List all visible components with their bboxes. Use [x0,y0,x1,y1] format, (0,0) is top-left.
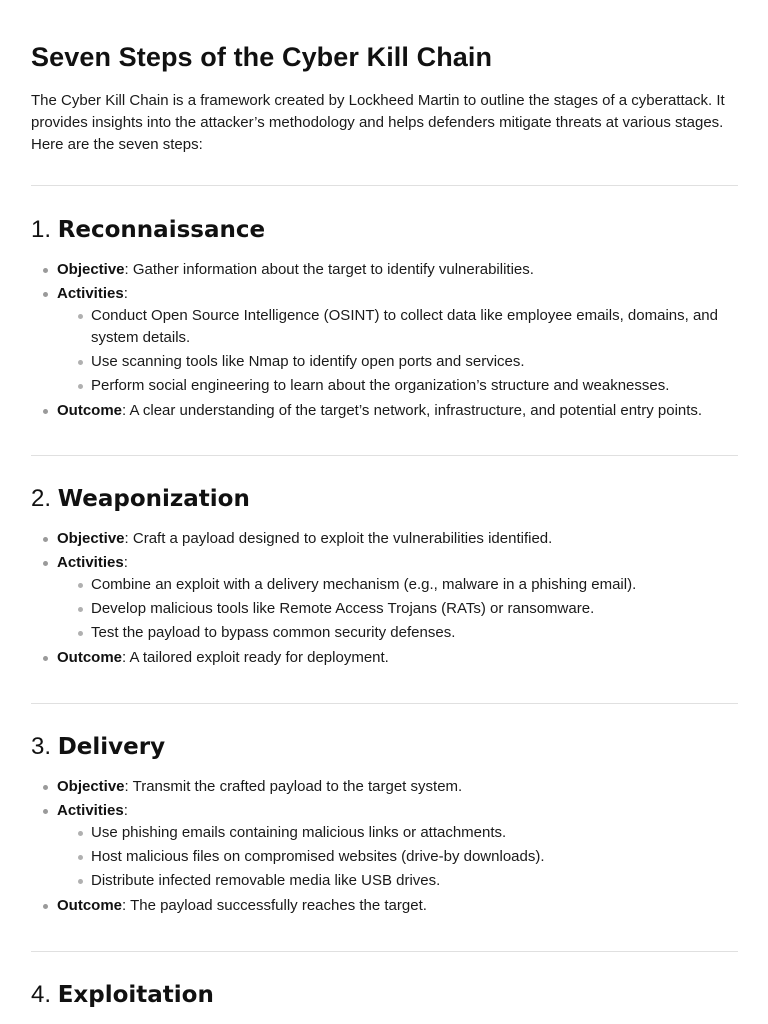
activities-label: Activities [57,801,124,819]
activities-label: Activities [57,284,124,302]
outcome-label: Outcome [57,402,123,419]
activity-item: Test the payload to bypass common security defenses. [57,622,743,644]
activities-list [57,822,743,892]
objective-label: Objective [57,530,125,547]
section-divider [31,951,738,952]
section-list [31,775,743,918]
activity-item: Use phishing emails containing malicious links or attachments. [57,822,743,844]
section-delivery [31,732,743,918]
activities-label: Activities [57,553,124,571]
section-name: Exploitation [57,982,214,1008]
outcome-item [31,399,743,423]
activities-item [31,799,743,893]
objective-text: : Transmit the crafted payload to the target system. [124,778,463,795]
objective-text: : Gather information about the target to identify vulnerabilities. [124,261,534,278]
activities-list [57,574,743,644]
section-heading [31,980,743,1010]
objective-label: Objective [57,778,125,795]
section-heading [31,732,743,762]
section-divider [31,703,738,704]
section-list [31,527,743,670]
page-title: Seven Steps of the Cyber Kill Chain [31,42,493,72]
activities-colon: : [123,553,128,571]
section-name: Delivery [57,734,166,760]
section-number: 4. [31,981,52,1008]
activity-item: Host malicious files on compromised websites (drive-by downloads). [57,846,743,868]
section-name: Reconnaissance [57,217,266,243]
intro-paragraph: The Cyber Kill Chain is a framework created by Lockheed Martin to outline the stages of a cyberattack. It provides insights into the attacker’s methodology and helps defenders mitigate threats at various stages. Here are the seven steps: [31,92,725,153]
objective-item [31,775,743,799]
section-divider [31,455,738,456]
outcome-text: : The payload successfully reaches the target. [122,897,427,914]
objective-item [31,258,743,282]
outcome-label: Outcome [57,649,123,666]
objective-label: Objective [57,261,125,278]
activities-colon: : [123,801,128,819]
activities-item [31,551,743,645]
activities-list [57,305,743,397]
section-number: 1. [31,216,52,243]
section-number: 3. [31,733,52,760]
section-exploitation [31,980,743,1010]
section-list [31,258,743,423]
outcome-text: : A clear understanding of the target’s network, infrastructure, and potential entry points. [122,402,703,419]
outcome-label: Outcome [57,897,123,914]
objective-item [31,527,743,551]
outcome-text: : A tailored exploit ready for deployment. [122,649,389,666]
section-number: 2. [31,485,52,512]
activity-item: Distribute infected removable media like USB drives. [57,870,743,892]
section-weaponization [31,484,743,670]
objective-text: : Craft a payload designed to exploit the vulnerabilities identified. [124,530,553,547]
activity-item: Conduct Open Source Intelligence (OSINT) to collect data like employee emails, domains, and system details. [57,305,743,349]
section-heading [31,484,743,514]
activity-item: Develop malicious tools like Remote Access Trojans (RATs) or ransomware. [57,598,743,620]
section-reconnaissance [31,215,743,423]
outcome-item [31,894,743,918]
activity-item: Use scanning tools like Nmap to identify open ports and services. [57,351,743,373]
outcome-item [31,646,743,670]
section-name: Weaponization [57,486,250,512]
activities-colon: : [123,284,128,302]
activities-item [31,282,743,398]
section-divider [31,185,738,186]
section-heading [31,215,743,245]
activity-item: Combine an exploit with a delivery mechanism (e.g., malware in a phishing email). [57,574,743,596]
activity-item: Perform social engineering to learn about the organization’s structure and weaknesses. [57,375,743,397]
